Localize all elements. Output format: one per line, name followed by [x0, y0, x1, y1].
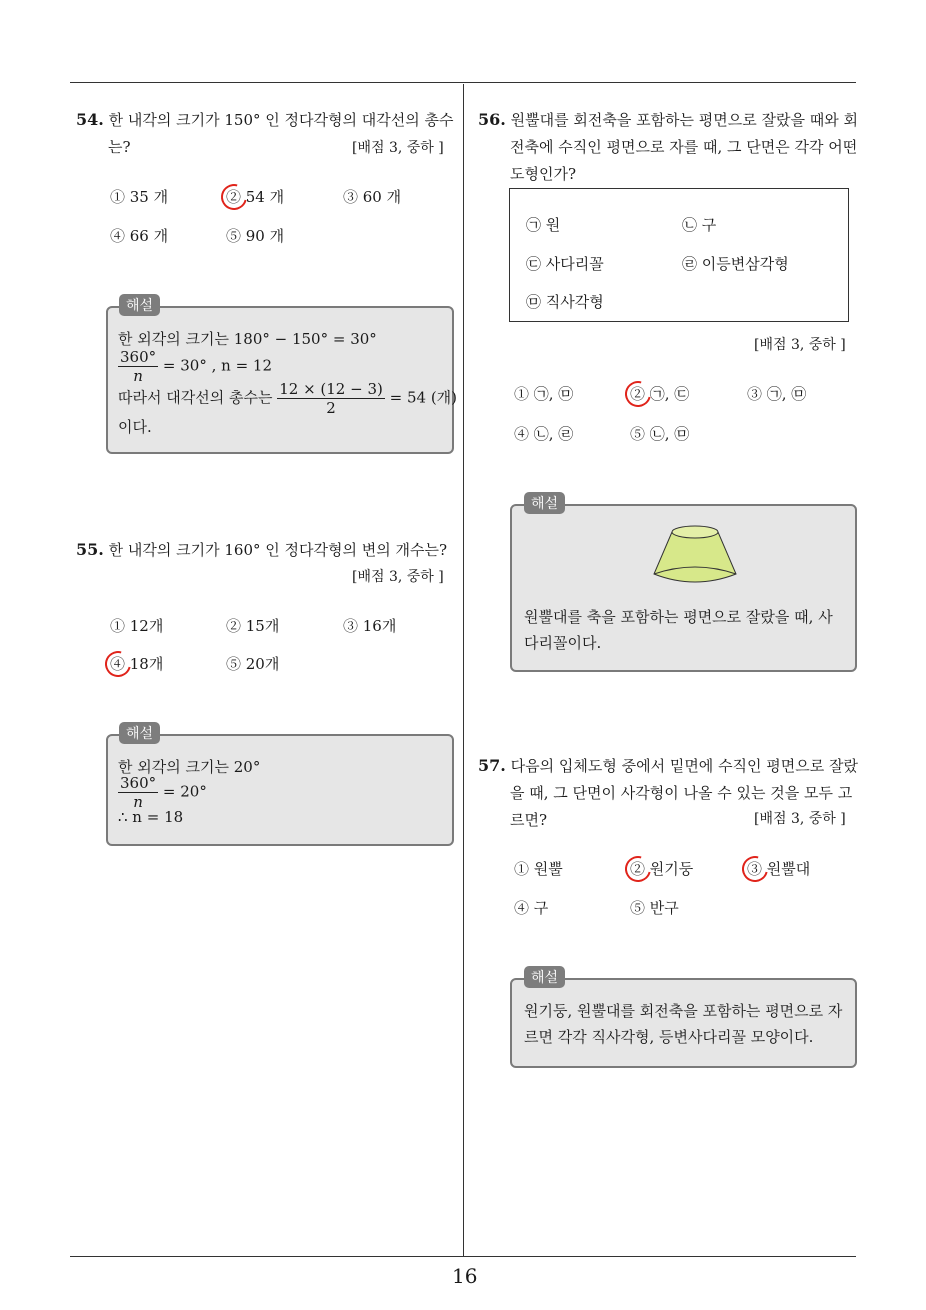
option-3[interactable]: ③ ㉠, ㉤ — [747, 385, 807, 403]
solution-line: 한 외각의 크기는 180° − 150° = 30° — [118, 330, 377, 348]
option-1[interactable]: ① ㉠, ㉤ — [514, 385, 574, 403]
question-text: 한 내각의 크기가 150° 인 정다각형의 대각선의 총수는? — [108, 111, 454, 156]
solution-tag: 해설 — [524, 966, 565, 988]
bottom-rule — [70, 1256, 856, 1257]
page-number: 16 — [452, 1264, 478, 1288]
option-4[interactable]: ④ 18개 — [110, 655, 164, 673]
solution-tag: 해설 — [119, 722, 160, 744]
score-meta: [배점 3, 중하 ] — [352, 569, 444, 585]
answer-circle — [100, 646, 136, 682]
question-number: 57. — [478, 756, 506, 775]
option-3[interactable]: ③ 16개 — [343, 617, 397, 635]
fraction: $\frac{360^\circ}{n}$ — [120, 774, 157, 811]
answer-circle — [620, 851, 656, 887]
solution-line: 따라서 대각선의 총수는 $\frac{12 \times (12 - 3)}{2}$ = 54 (개) — [118, 380, 458, 417]
option-2[interactable]: ② ㉠, ㉢ — [630, 385, 690, 403]
solution-line: ∴ n = 18 — [118, 808, 184, 826]
solution-line: $\frac{360^\circ}{n}$ = 30° , n = 12 — [120, 348, 273, 385]
solution-box — [510, 504, 857, 672]
choice-a: ㉠ 원 — [526, 216, 561, 234]
option-2[interactable]: ② 54 개 — [226, 188, 285, 206]
answer-circle — [216, 179, 252, 215]
solution-text: 원기둥, 원뿔대를 회전축을 포함하는 평면으로 자르면 각각 직사각형, 등변사다리꼴 모양이다. — [524, 1002, 843, 1046]
column-divider — [463, 84, 464, 1256]
option-1[interactable]: ① 12개 — [110, 617, 164, 635]
choice-b: ㉡ 구 — [682, 216, 717, 234]
question-text: 원뿔대를 회전축을 포함하는 평면으로 잘랐을 때와 회전축에 수직인 평면으로 자를 때, 그 단면은 각각 어떤 도형인가? — [510, 111, 859, 183]
answer-circle — [737, 851, 773, 887]
question-55 — [76, 536, 456, 564]
option-2[interactable]: ② 15개 — [226, 617, 280, 635]
top-rule — [70, 82, 856, 83]
option-4[interactable]: ④ 구 — [514, 899, 549, 917]
option-3[interactable]: ③ 60 개 — [343, 188, 402, 206]
solution-line: 한 외각의 크기는 20° — [118, 758, 261, 776]
solution-box — [510, 978, 857, 1068]
question-text: 한 내각의 크기가 160° 인 정다각형의 변의 개수는? — [108, 541, 447, 559]
solution-tag: 해설 — [119, 294, 160, 316]
solution-tag: 해설 — [524, 492, 565, 514]
option-1[interactable]: ① 35 개 — [110, 188, 169, 206]
solution-line: $\frac{360^\circ}{n}$ = 20° — [120, 774, 207, 811]
option-1[interactable]: ① 원뿔 — [514, 860, 563, 878]
solution-text: 원뿔대를 축을 포함하는 평면으로 잘랐을 때, 사다리꼴이다. — [524, 608, 833, 652]
solution-box — [106, 306, 458, 454]
score-meta: [배점 3, 중하 ] — [754, 811, 846, 827]
option-3[interactable]: ③ 원뿔대 — [747, 860, 811, 878]
fraction: $\frac{12 \times (12 - 3)}{2}$ — [279, 380, 383, 417]
option-5[interactable]: ⑤ ㉡, ㉤ — [630, 425, 690, 443]
option-5[interactable]: ⑤ 90 개 — [226, 227, 285, 245]
choices-box — [509, 188, 849, 322]
question-number: 56. — [478, 110, 506, 129]
score-meta: [배점 3, 중하 ] — [352, 140, 444, 156]
frustum-figure — [650, 520, 740, 586]
answer-circle — [620, 376, 656, 412]
choice-e: ㉤ 직사각형 — [526, 293, 604, 311]
option-2[interactable]: ② 원기둥 — [630, 860, 694, 878]
question-text: 다음의 입체도형 중에서 밑면에 수직인 평면으로 잘랐을 때, 그 단면이 사각형이 나올 수 있는 것을 모두 고르면? — [510, 757, 859, 829]
question-56 — [478, 106, 860, 188]
option-4[interactable]: ④ ㉡, ㉣ — [514, 425, 574, 443]
fraction: $\frac{360^\circ}{n}$ — [120, 348, 157, 385]
question-number: 55. — [76, 540, 104, 559]
solution-box — [106, 734, 454, 846]
option-5[interactable]: ⑤ 20개 — [226, 655, 280, 673]
score-meta: [배점 3, 중하 ] — [754, 337, 846, 353]
solution-line: 이다. — [118, 418, 152, 436]
option-4[interactable]: ④ 66 개 — [110, 227, 169, 245]
choice-d: ㉣ 이등변삼각형 — [682, 255, 789, 273]
choice-c: ㉢ 사다리꼴 — [526, 255, 604, 273]
option-5[interactable]: ⑤ 반구 — [630, 899, 679, 917]
question-number: 54. — [76, 110, 104, 129]
